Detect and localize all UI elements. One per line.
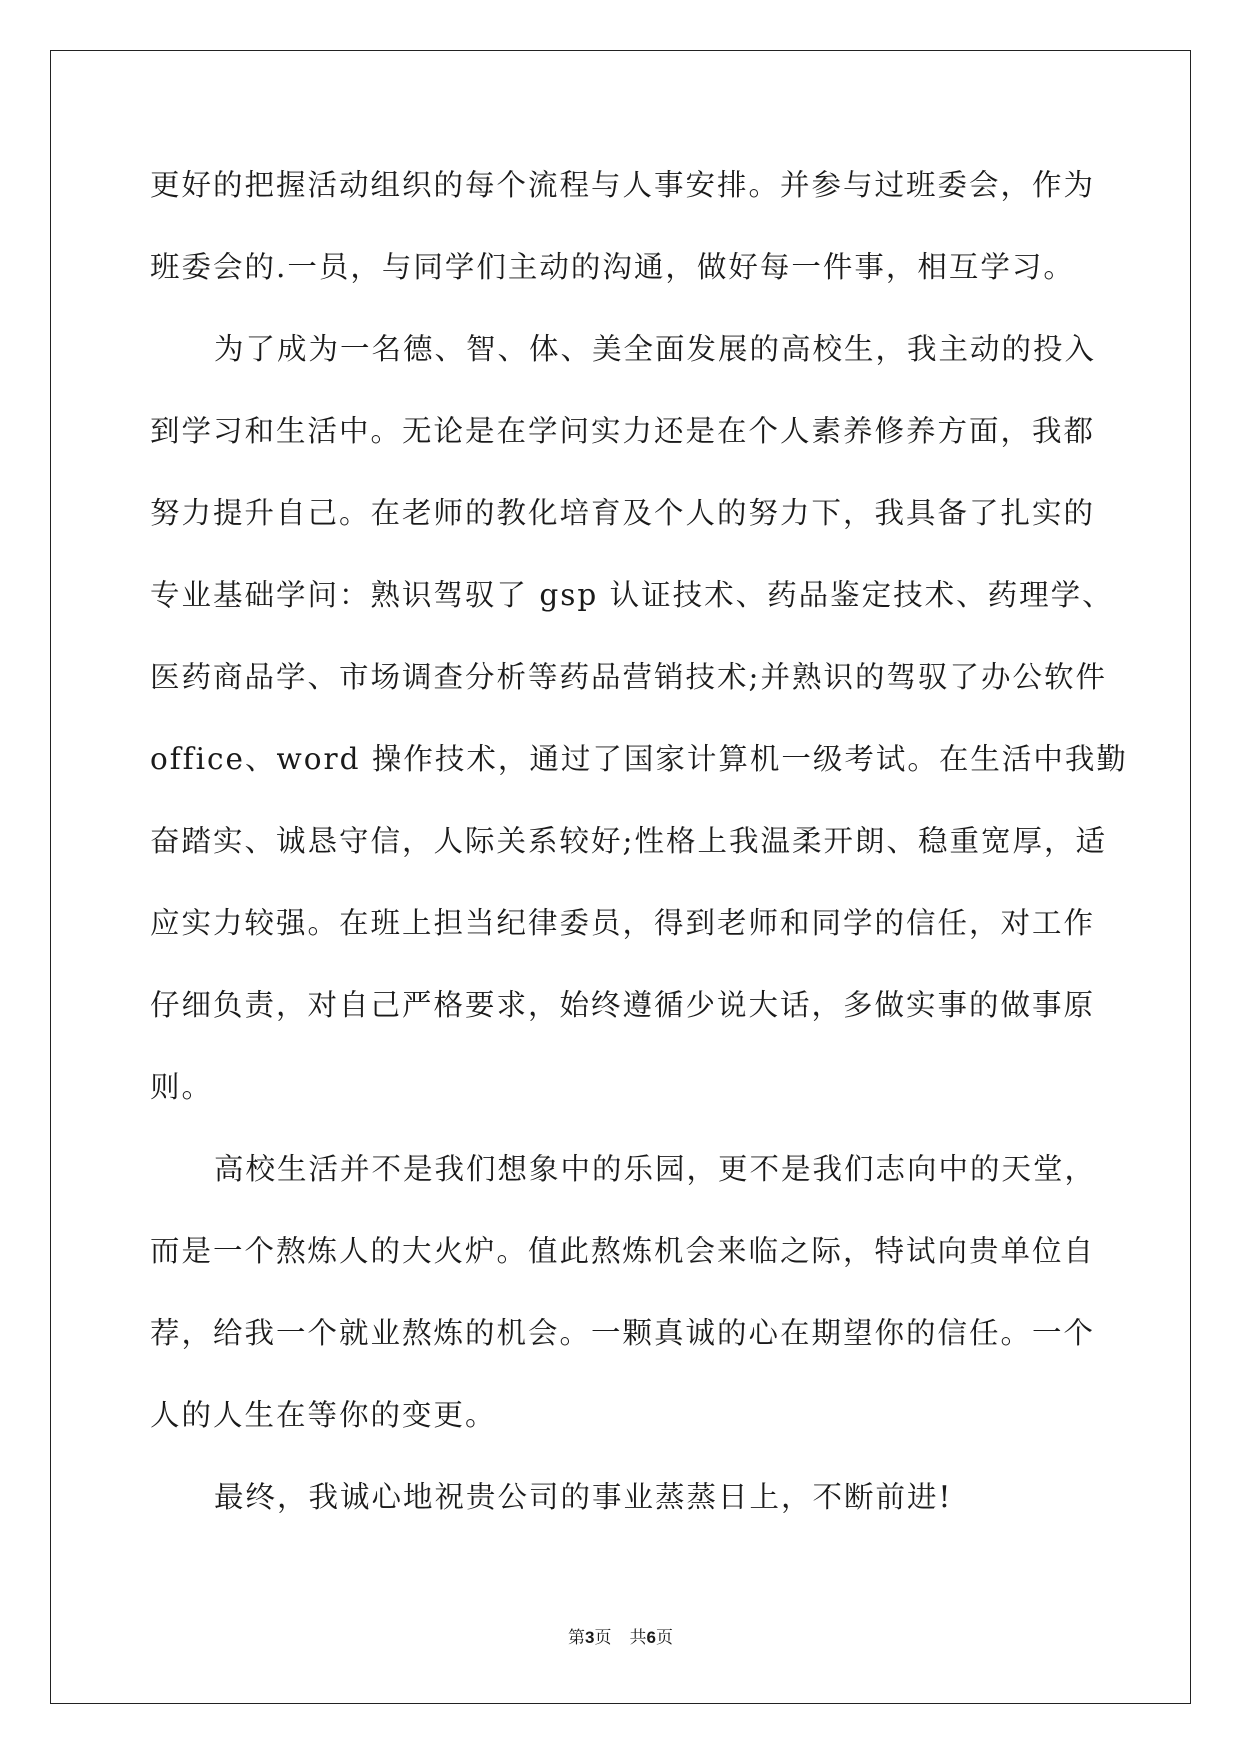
document-body <box>150 162 1128 1556</box>
text-line: 奋踏实、诚恳守信，人际关系较好;性格上我温柔开朗、稳重宽厚，适 <box>150 824 1107 858</box>
total-suffix: 页 <box>655 1628 673 1648</box>
text-line: 更好的把握活动组织的每个流程与人事安排。并参与过班委会，作为 <box>150 168 1096 202</box>
paragraph-start-line: 高校生活并不是我们想象中的乐园，更不是我们志向中的天堂， <box>214 1152 1097 1186</box>
current-page-number: 3 <box>585 1628 595 1647</box>
paragraph-start-line: 最终，我诚心地祝贵公司的事业蒸蒸日上，不断前进! <box>214 1480 953 1514</box>
text-line: 荐，给我一个就业熬炼的机会。一颗真诚的心在期望你的信任。一个 <box>150 1316 1096 1350</box>
text-line: 专业基础学问：熟识驾驭了 gsp 认证技术、药品鉴定技术、药理学、 <box>150 578 1114 612</box>
text-line: 人的人生在等你的变更。 <box>150 1398 497 1432</box>
text-line: 应实力较强。在班上担当纪律委员，得到老师和同学的信任，对工作 <box>150 906 1096 940</box>
total-prefix: 共 <box>629 1628 647 1648</box>
text-line: 医药商品学、市场调查分析等药品营销技术;并熟识的驾驭了办公软件 <box>150 660 1107 694</box>
paragraph-start-line: 为了成为一名德、智、体、美全面发展的高校生，我主动的投入 <box>214 332 1097 366</box>
page-footer <box>0 1627 1241 1649</box>
page-suffix: 页 <box>594 1628 612 1648</box>
total-page-number: 6 <box>646 1628 656 1647</box>
text-line: 班委会的.一员，与同学们主动的沟通，做好每一件事，相互学习。 <box>150 250 1075 284</box>
text-line: 而是一个熬炼人的大火炉。值此熬炼机会来临之际，特试向贵单位自 <box>150 1234 1096 1268</box>
text-line: 努力提升自己。在老师的教化培育及个人的努力下，我具备了扎实的 <box>150 496 1096 530</box>
text-line: 到学习和生活中。无论是在学问实力还是在个人素养修养方面，我都 <box>150 414 1096 448</box>
page-prefix: 第 <box>568 1628 586 1648</box>
text-line: 仔细负责，对自己严格要求，始终遵循少说大话，多做实事的做事原 <box>150 988 1096 1022</box>
text-line: 则。 <box>150 1070 214 1104</box>
text-line: office、word 操作技术，通过了国家计算机一级考试。在生活中我勤 <box>150 742 1128 776</box>
